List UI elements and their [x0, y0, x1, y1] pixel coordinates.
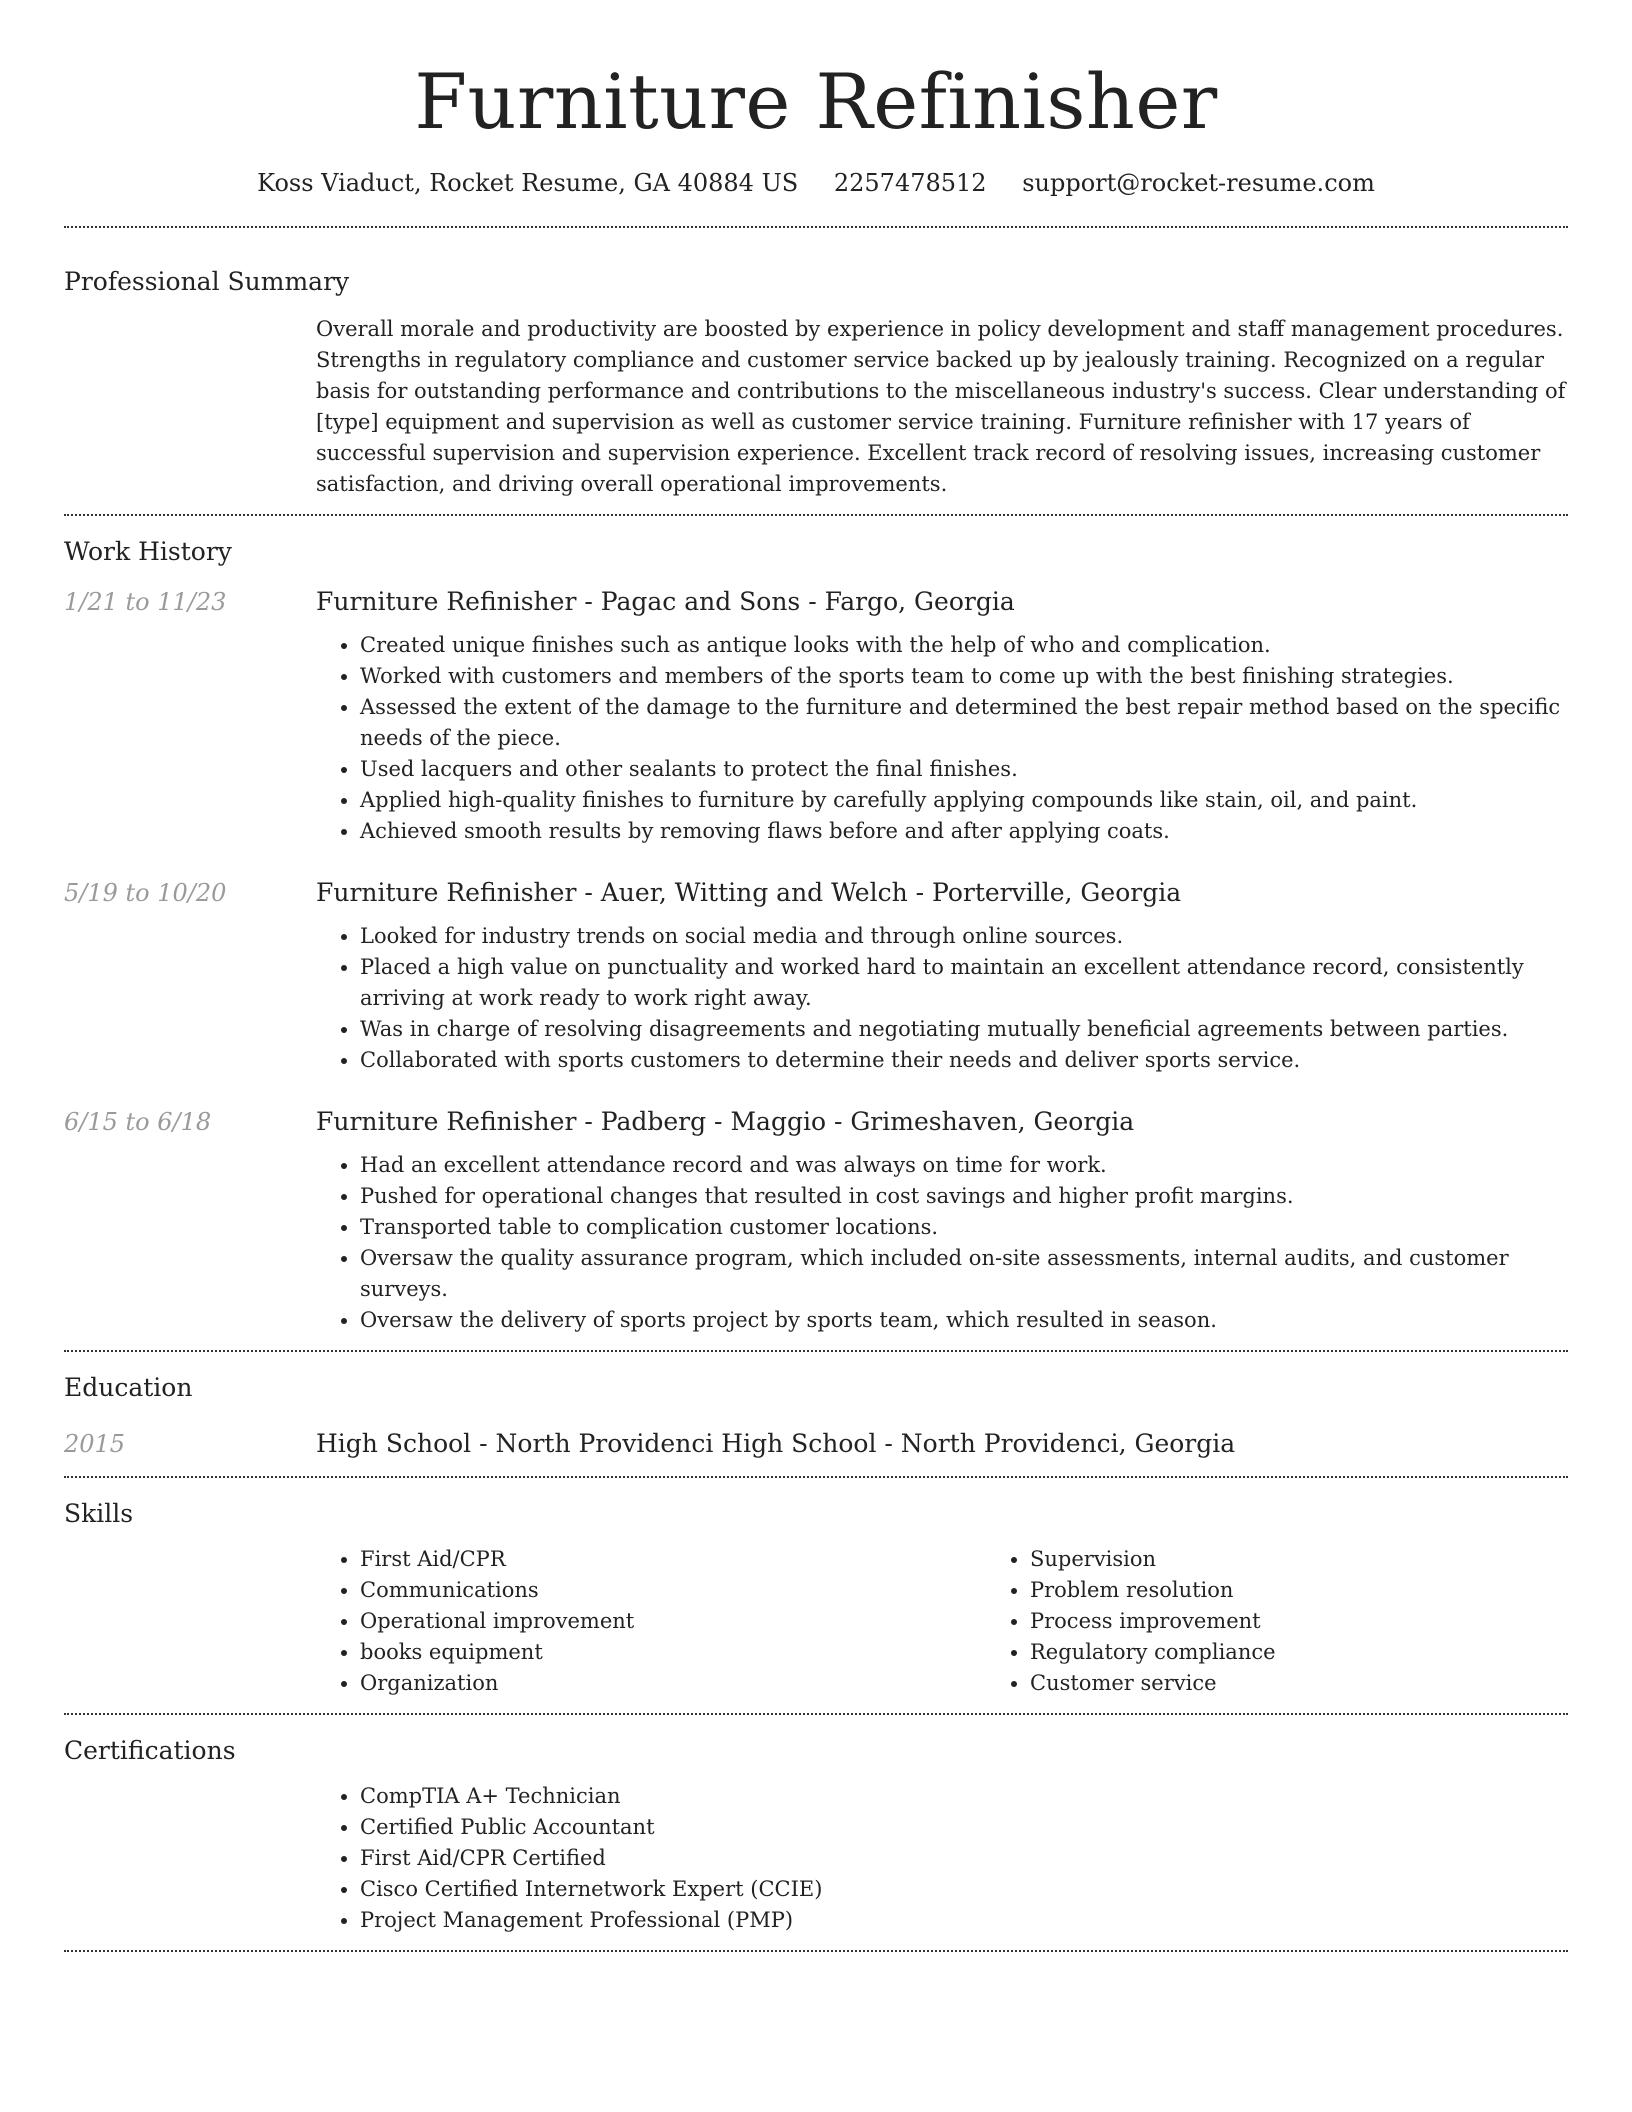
- job-bullet: • Achieved smooth results by removing flaws before and after applying coats.: [360, 816, 1568, 847]
- summary-text: Overall morale and productivity are boosted by experience in policy development and staff management procedures. Strengths in regulatory compliance and customer service backed up by jealously training. Recognized on a regular basis for outstanding performance and contributions to the miscellaneous industry's success. Clear understanding of [type] equipment and supervision as well as customer service training. Furniture refinisher with 17 years of successful supervision and supervision experience. Excellent track record of resolving issues, increasing customer satisfaction, and driving overall operational improvements.: [316, 317, 1566, 496]
- skill-item: • Communications: [360, 1575, 986, 1606]
- section-title-summary: Professional Summary: [64, 267, 350, 296]
- job-bullet: • Looked for industry trends on social media and through online sources.: [360, 921, 1568, 952]
- skill-item: • Problem resolution: [1030, 1575, 1632, 1606]
- job-bullet: • Was in charge of resolving disagreements and negotiating mutually beneficial agreements between parties.: [360, 1014, 1568, 1045]
- certification-item: • Project Management Professional (PMP): [360, 1905, 1568, 1936]
- job-bullet: • Transported table to complication customer locations.: [360, 1212, 1568, 1243]
- section-education: [64, 1352, 1568, 1462]
- skill-item: • Regulatory compliance: [1030, 1637, 1632, 1668]
- skill-item: • Operational improvement: [360, 1606, 986, 1637]
- job-body: [316, 1104, 1568, 1336]
- section-title-education: Education: [64, 1373, 193, 1402]
- job-dates: 6/15 to 6/18: [64, 1108, 212, 1136]
- education-heading: High School - North Providenci High School - North Providenci, Georgia: [316, 1429, 1236, 1458]
- contact-address: Koss Viaduct, Rocket Resume, GA 40884 US: [257, 169, 799, 197]
- education-body: [316, 1426, 1568, 1462]
- job-bullets: [316, 921, 1568, 1076]
- job-entry: [64, 584, 1568, 847]
- job-entry: [64, 1104, 1568, 1336]
- job-bullet: • Used lacquers and other sealants to protect the final finishes.: [360, 754, 1568, 785]
- section-title-work: Work History: [64, 537, 232, 566]
- job-body: [316, 875, 1568, 1076]
- resume-name: Furniture Refinisher: [414, 57, 1218, 146]
- skill-item: • Supervision: [1030, 1544, 1632, 1575]
- job-body: [316, 584, 1568, 847]
- skill-item: • Organization: [360, 1668, 986, 1699]
- section-title-certifications: Certifications: [64, 1736, 236, 1765]
- skills-row: [64, 1532, 1568, 1699]
- job-bullet: • Oversaw the delivery of sports project by sports team, which resulted in season.: [360, 1305, 1568, 1336]
- summary-row: [64, 314, 1568, 500]
- skill-item: • First Aid/CPR: [360, 1544, 986, 1575]
- certification-item: • Cisco Certified Internetwork Expert (CCIE): [360, 1874, 1568, 1905]
- contact-line: [64, 166, 1568, 200]
- job-dates: 5/19 to 10/20: [64, 879, 227, 907]
- certifications-row: [64, 1769, 1568, 1936]
- section-work: [64, 516, 1568, 1336]
- job-bullet: • Applied high-quality finishes to furniture by carefully applying compounds like stain, oil, and paint.: [360, 785, 1568, 816]
- job-heading: Furniture Refinisher - Auer, Witting and Welch - Porterville, Georgia: [316, 878, 1182, 907]
- contact-email: support@rocket-resume.com: [1022, 169, 1375, 197]
- skills-grid: [316, 1532, 1568, 1699]
- resume-header: [64, 0, 1568, 200]
- skills-list-right: [986, 1544, 1632, 1699]
- job-bullet: • Created unique finishes such as antique looks with the help of who and complication.: [360, 630, 1568, 661]
- skill-item: • Customer service: [1030, 1668, 1632, 1699]
- section-summary: [64, 228, 1568, 500]
- job-bullet: • Oversaw the quality assurance program, which included on-site assessments, internal audits, and customer surveys.: [360, 1243, 1568, 1305]
- certifications-body: [316, 1769, 1568, 1936]
- skills-list-left: [316, 1544, 986, 1699]
- divider-certifications: [64, 1950, 1568, 1952]
- skill-item: • Process improvement: [1030, 1606, 1632, 1637]
- job-bullet: • Pushed for operational changes that resulted in cost savings and higher profit margins.: [360, 1181, 1568, 1212]
- job-heading: Furniture Refinisher - Padberg - Maggio - Grimeshaven, Georgia: [316, 1107, 1135, 1136]
- section-title-skills: Skills: [64, 1499, 134, 1528]
- certification-item: • CompTIA A+ Technician: [360, 1781, 1568, 1812]
- job-bullet: • Placed a high value on punctuality and worked hard to maintain an excellent attendance record, consistently arriving at work ready to work right away.: [360, 952, 1568, 1014]
- job-bullet: • Had an excellent attendance record and was always on time for work.: [360, 1150, 1568, 1181]
- skill-item: • books equipment: [360, 1637, 986, 1668]
- education-entry: [64, 1426, 1568, 1462]
- summary-body: [316, 314, 1568, 500]
- job-bullet: • Assessed the extent of the damage to the furniture and determined the best repair method based on the specific needs of the piece.: [360, 692, 1568, 754]
- education-year: 2015: [64, 1430, 126, 1458]
- job-heading: Furniture Refinisher - Pagac and Sons - Fargo, Georgia: [316, 587, 1015, 616]
- job-dates: 1/21 to 11/23: [64, 588, 227, 616]
- certification-item: • Certified Public Accountant: [360, 1812, 1568, 1843]
- job-bullet: • Collaborated with sports customers to determine their needs and deliver sports service.: [360, 1045, 1568, 1076]
- section-certifications: [64, 1715, 1568, 1936]
- job-bullet: • Worked with customers and members of the sports team to come up with the best finishing strategies.: [360, 661, 1568, 692]
- certifications-list: [316, 1781, 1568, 1936]
- section-skills: [64, 1478, 1568, 1699]
- job-entry: [64, 875, 1568, 1076]
- job-bullets: [316, 1150, 1568, 1336]
- job-bullets: [316, 630, 1568, 847]
- certification-item: • First Aid/CPR Certified: [360, 1843, 1568, 1874]
- contact-phone: 2257478512: [833, 169, 987, 197]
